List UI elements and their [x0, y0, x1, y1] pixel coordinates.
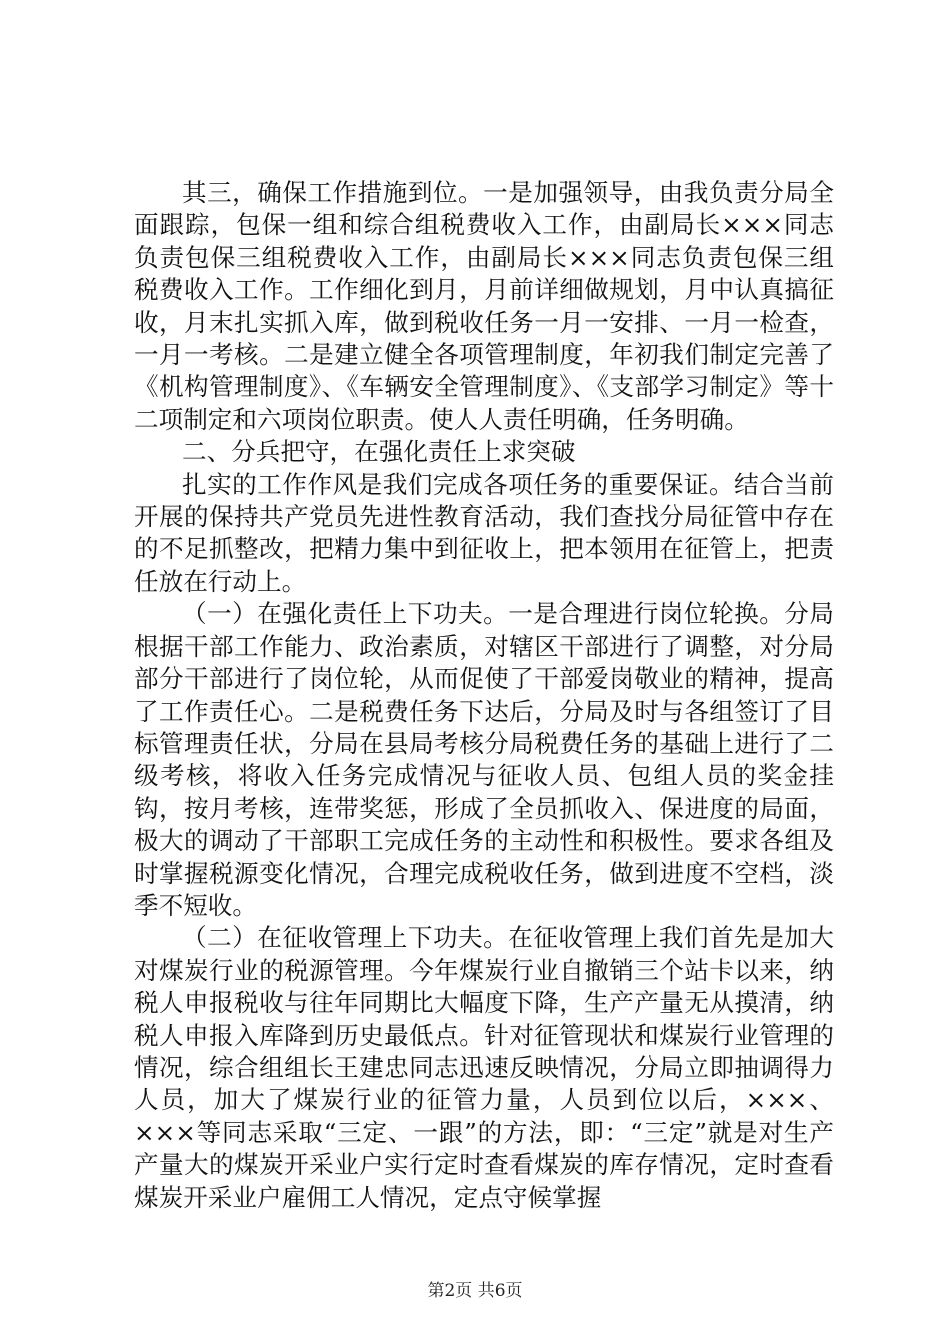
paragraph-measures: 其三，确保工作措施到位。一是加强领导，由我负责分局全面跟踪，包保一组和综合组税费收入工作，由副局长×××同志负责包保三组税费收入工作，由副局长×××同志负责包保三组税费收入工作。工作细化到月，月前详细做规划，月中认真搞征收，月末扎实抓入库，做到税收任务一月一安排、一月一检查，一月一考核。二是建立健全各项管理制度，年初我们制定完善了《机构管理制度》、《车辆安全管理制度》、《支部学习制定》等十二项制定和六项岗位职责。使人人责任明确，任务明确。: [134, 178, 834, 434]
document-body: [134, 177, 834, 1214]
paragraph-responsibility: （一）在强化责任上下功夫。一是合理进行岗位轮换。分局根据干部工作能力、政治素质，对辖区干部进行了调整，对分局部分干部进行了岗位轮，从而促使了干部爱岗敬业的精神，提高了工作责任心。二是税费任务下达后，分局及时与各组签订了目标管理责任状，分局在县局考核分局税费任务的基础上进行了二级考核，将收入任务完成情况与征收人员、包组人员的奖金挂钩，按月考核，连带奖惩，形成了全员抓收入、保进度的局面，极大的调动了干部职工完成任务的主动性和积极性。要求各组及时掌握税源变化情况，合理完成税收任务，做到进度不空档，淡季不短收。: [134, 599, 834, 920]
section-heading: 二、分兵把守，在强化责任上求突破: [181, 437, 576, 467]
paragraph-collection-management: （二）在征收管理上下功夫。在征收管理上我们首先是加大对煤炭行业的税源管理。今年煤炭行业自撤销三个站卡以来，纳税人申报税收与往年同期比大幅度下降，生产产量无从摸清，纳税人申报入库降到历史最低点。针对征管现状和煤炭行业管理的情况，综合组组长王建忠同志迅速反映情况，分局立即抽调得力人员，加大了煤炭行业的征管力量，人员到位以后，×××、×××等同志采取“三定、一跟”的方法，即：“三定”就是对生产产量大的煤炭开采业户实行定时查看煤炭的库存情况，定时查看煤炭开采业户雇佣工人情况，定点守候掌握: [134, 923, 834, 1212]
page-number-footer: 第2页 共6页: [427, 1281, 523, 1301]
paragraph-work-style: 扎实的工作作风是我们完成各项任务的重要保证。结合当前开展的保持共产党员先进性教育活动，我们查找分局征管中存在的不足抓整改，把精力集中到征收上，把本领用在征管上，把责任放在行动上。: [134, 469, 834, 596]
